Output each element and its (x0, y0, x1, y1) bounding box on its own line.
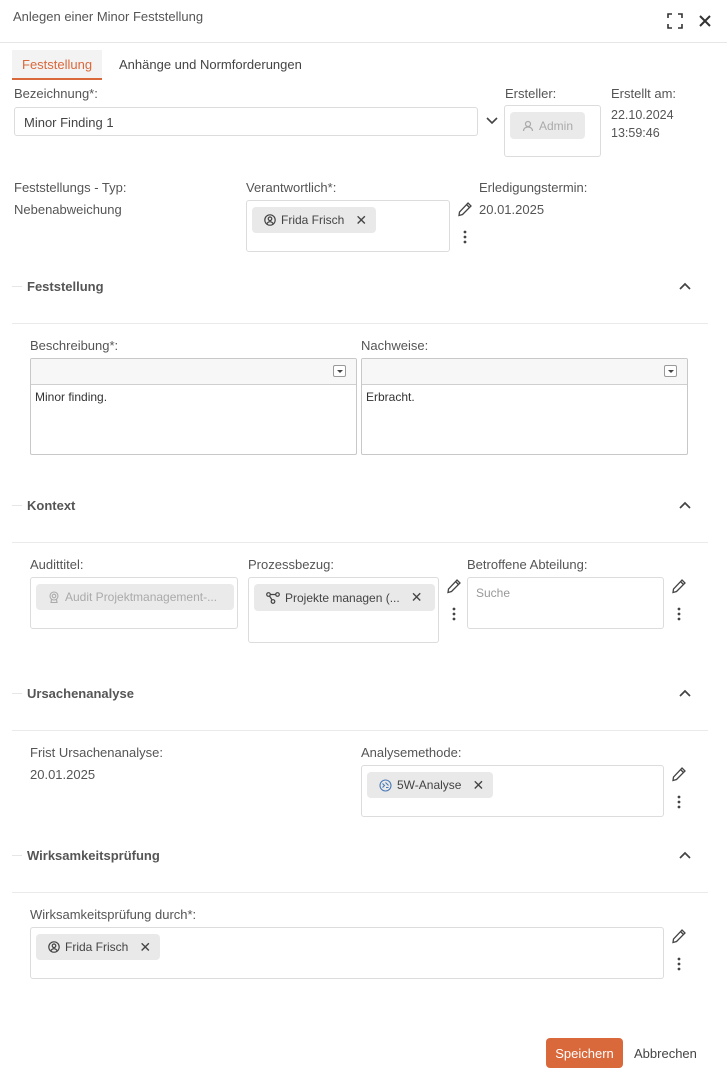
edit-pencil-icon[interactable] (671, 766, 687, 782)
format-dropdown-icon[interactable] (664, 365, 677, 377)
bezeichnung-input[interactable]: Minor Finding 1 (14, 107, 478, 136)
chevron-up-icon[interactable] (677, 848, 693, 864)
section-title-ursachenanalyse: Ursachenanalyse (27, 686, 134, 701)
beschreibung-text[interactable]: Minor finding. (35, 390, 108, 404)
erstellt-am-date: 22.10.2024 (611, 108, 674, 122)
wirksamkeitspruefung-durch-field[interactable] (30, 927, 664, 979)
edit-pencil-icon[interactable] (671, 928, 687, 944)
prozessbezug-field[interactable] (248, 577, 439, 643)
betroffene-abteilung-label: Betroffene Abteilung: (467, 557, 588, 572)
audittitel-chip (36, 584, 234, 610)
audittitel-label: Audittitel: (30, 557, 84, 572)
section-divider (12, 730, 708, 731)
user-icon (522, 120, 534, 132)
nachweise-label: Nachweise: (361, 338, 429, 353)
section-title-feststellung: Feststellung (27, 279, 104, 294)
editor-toolbar (362, 359, 687, 385)
wirksamkeitspruefung-chip-label: Frida Frisch (65, 940, 129, 954)
section-line (12, 505, 22, 506)
edit-pencil-icon[interactable] (671, 578, 687, 594)
verantwortlich-chip-label: Frida Frisch (281, 213, 345, 227)
ersteller-label: Ersteller: (505, 86, 557, 101)
analysemethode-field[interactable] (361, 765, 664, 817)
beschreibung-label: Beschreibung*: (30, 338, 119, 353)
audittitel-chip-label: Audit Projektmanagement-... (65, 590, 218, 604)
erledigungstermin-label: Erledigungstermin: (479, 180, 588, 195)
chevron-up-icon[interactable] (677, 498, 693, 514)
cancel-button[interactable]: Abbrechen (634, 1046, 697, 1061)
betroffene-abteilung-input[interactable] (467, 577, 664, 629)
section-divider (12, 892, 708, 893)
section-line (12, 693, 22, 694)
feststellungs-typ-value: Nebenabweichung (14, 202, 122, 217)
dialog-title: Anlegen einer Minor Feststellung (13, 9, 204, 24)
ersteller-chip (510, 112, 585, 139)
fullscreen-icon[interactable] (666, 12, 684, 30)
erstellt-am-time: 13:59:46 (611, 126, 660, 140)
frist-ursachenanalyse-value: 20.01.2025 (30, 767, 96, 782)
prozessbezug-chip[interactable] (254, 584, 435, 611)
section-line (12, 286, 22, 287)
user-icon (264, 214, 276, 226)
wirksamkeitspruefung-chip[interactable] (36, 934, 160, 960)
verantwortlich-chip[interactable] (252, 207, 376, 233)
editor-toolbar (31, 359, 356, 385)
process-icon (266, 592, 280, 604)
section-line (12, 855, 22, 856)
wirksamkeitspruefung-durch-label: Wirksamkeitsprüfung durch*: (30, 907, 197, 922)
header-divider (0, 42, 727, 43)
nachweise-editor[interactable] (361, 358, 688, 455)
more-options-icon[interactable] (674, 956, 684, 972)
remove-icon[interactable]: ✕ (139, 938, 152, 955)
edit-pencil-icon[interactable] (457, 201, 473, 217)
chevron-down-icon[interactable] (485, 114, 499, 129)
ersteller-field (504, 105, 601, 157)
user-icon (48, 941, 60, 953)
prozessbezug-label: Prozessbezug: (248, 557, 334, 572)
search-placeholder: Suche (476, 586, 511, 600)
frist-ursachenanalyse-label: Frist Ursachenanalyse: (30, 745, 163, 760)
section-title-wirksamkeitspruefung: Wirksamkeitsprüfung (27, 848, 160, 863)
verantwortlich-label: Verantwortlich*: (246, 180, 337, 195)
analysemethode-label: Analysemethode: (361, 745, 462, 760)
section-title-kontext: Kontext (27, 498, 76, 513)
edit-pencil-icon[interactable] (446, 578, 462, 594)
bezeichnung-label: Bezeichnung*: (14, 86, 98, 101)
verantwortlich-field[interactable] (246, 200, 450, 252)
ersteller-chip-label: Admin (539, 118, 574, 133)
chevron-up-icon[interactable] (677, 686, 693, 702)
remove-icon[interactable]: ✕ (472, 776, 485, 793)
more-options-icon[interactable] (460, 229, 470, 245)
remove-icon[interactable]: ✕ (410, 589, 423, 605)
analysemethode-chip-label: 5W-Analyse (397, 778, 462, 792)
remove-icon[interactable]: ✕ (355, 211, 368, 228)
audittitel-field (30, 577, 238, 629)
audit-icon (48, 591, 60, 603)
nachweise-text[interactable]: Erbracht. (366, 390, 415, 404)
section-divider (12, 323, 708, 324)
erledigungstermin-value: 20.01.2025 (479, 202, 545, 217)
save-button[interactable]: Speichern (546, 1038, 623, 1068)
more-options-icon[interactable] (449, 606, 459, 622)
tab-feststellung[interactable]: Feststellung (12, 50, 102, 80)
format-dropdown-icon[interactable] (333, 365, 346, 377)
more-options-icon[interactable] (674, 794, 684, 810)
section-divider (12, 542, 708, 543)
more-options-icon[interactable] (674, 606, 684, 622)
chevron-up-icon[interactable] (677, 279, 693, 295)
tab-anhaenge[interactable]: Anhänge und Normforderungen (119, 57, 302, 72)
analysemethode-chip[interactable] (367, 772, 493, 798)
erstellt-am-label: Erstellt am: (611, 86, 677, 101)
beschreibung-editor[interactable] (30, 358, 357, 455)
analysis-method-icon (379, 779, 392, 792)
prozessbezug-chip-label: Projekte managen (... (285, 590, 400, 605)
close-icon[interactable] (696, 12, 714, 30)
feststellungs-typ-label: Feststellungs - Typ: (14, 180, 127, 195)
